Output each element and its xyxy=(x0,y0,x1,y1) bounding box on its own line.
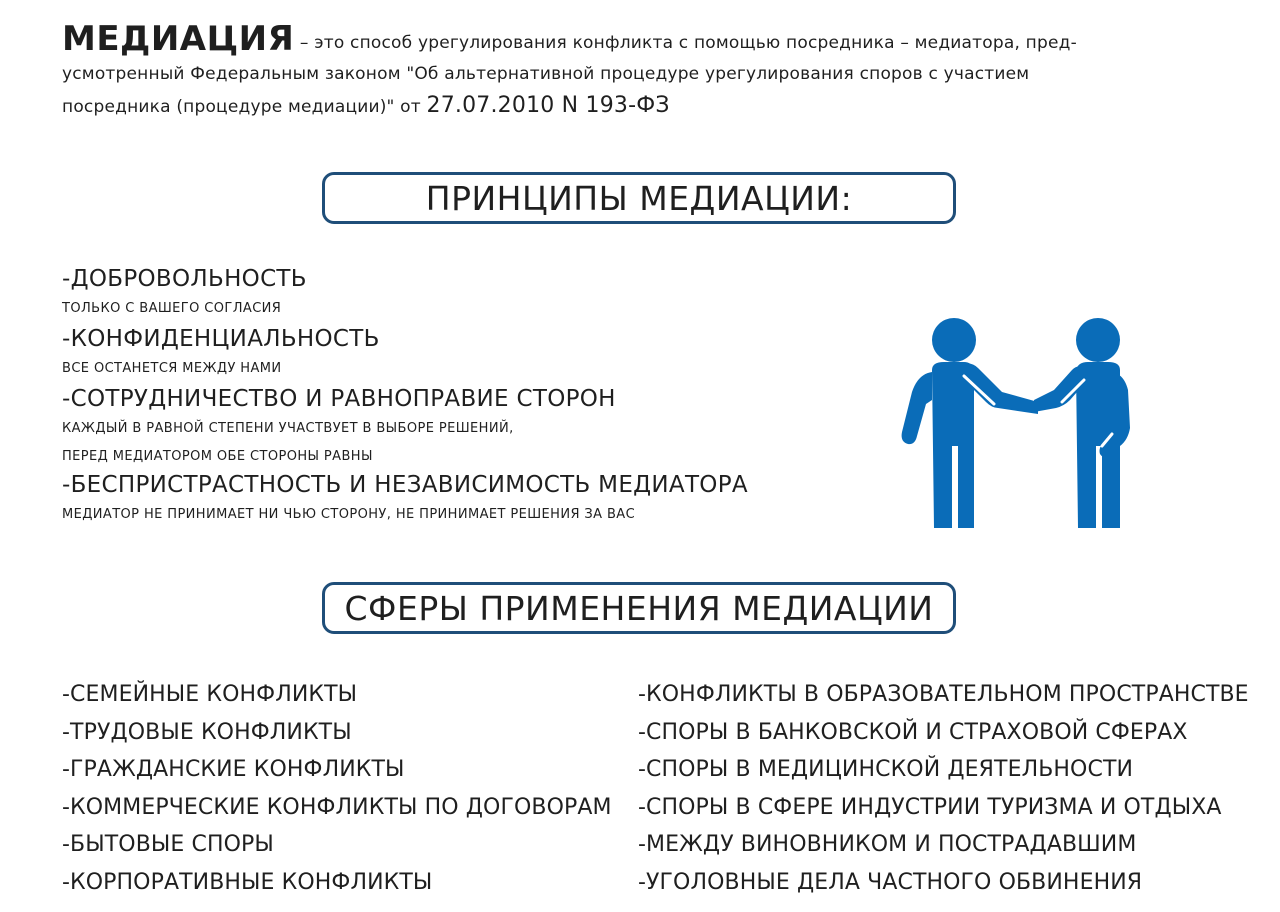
principle-impartiality-desc: МЕДИАТОР НЕ ПРИНИМАЕТ НИ ЧЬЮ СТОРОНУ, НЕ ПРИНИМАЕТ РЕШЕНИЯ ЗА ВАС xyxy=(62,507,636,522)
spheres-right-list xyxy=(638,676,1268,902)
sphere-offender-victim: -МЕЖДУ ВИНОВНИКОМ И ПОСТРАДАВШИМ xyxy=(638,832,1137,858)
left-person-reaching-arm-icon xyxy=(964,364,1038,415)
sphere-commercial: -КОММЕРЧЕСКИЕ КОНФЛИКТЫ ПО ДОГОВОРАМ xyxy=(62,794,612,820)
sphere-education: -КОНФЛИКТЫ В ОБРАЗОВАТЕЛЬНОМ ПРОСТРАНСТВЕ xyxy=(638,682,1249,707)
intro-line-2: усмотренный Федеральным законом "Об альтернативной процедуре урегулирования споров с участием xyxy=(62,64,1030,84)
sphere-banking-insurance: -СПОРЫ В БАНКОВСКОЙ И СТРАХОВОЙ СФЕРАХ xyxy=(638,719,1188,745)
spheres-title: СФЕРЫ ПРИМЕНЕНИЯ МЕДИАЦИИ xyxy=(344,588,934,628)
sphere-corporate: -КОРПОРАТИВНЫЕ КОНФЛИКТЫ xyxy=(62,869,433,895)
left-person-head-icon xyxy=(932,318,976,362)
principle-confidentiality-desc: ВСЕ ОСТАНЕТСЯ МЕЖДУ НАМИ xyxy=(62,361,282,376)
intro-term: МЕДИАЦИЯ xyxy=(62,19,295,59)
principle-impartiality-title: -БЕСПРИСТРАСТНОСТЬ И НЕЗАВИСИМОСТЬ МЕДИАТОРА xyxy=(62,472,748,498)
sphere-civil: -ГРАЖДАНСКИЕ КОНФЛИКТЫ xyxy=(62,757,405,783)
principles-list xyxy=(62,264,842,530)
principles-title: ПРИНЦИПЫ МЕДИАЦИИ: xyxy=(425,178,853,218)
intro-law-number: 27.07.2010 N 193-ФЗ xyxy=(426,93,670,118)
sphere-tourism: -СПОРЫ В СФЕРЕ ИНДУСТРИИ ТУРИЗМА И ОТДЫХА xyxy=(638,794,1222,820)
intro-paragraph xyxy=(62,19,1222,123)
sphere-private-prosecution: -УГОЛОВНЫЕ ДЕЛА ЧАСТНОГО ОБВИНЕНИЯ xyxy=(638,869,1143,895)
principle-cooperation-title: -СОТРУДНИЧЕСТВО И РАВНОПРАВИЕ СТОРОН xyxy=(62,386,616,412)
principle-cooperation-desc-2: ПЕРЕД МЕДИАТОРОМ ОБЕ СТОРОНЫ РАВНЫ xyxy=(62,449,373,464)
spheres-left-list xyxy=(62,676,632,902)
intro-line-3 xyxy=(62,90,1222,123)
principle-voluntariness-title: -ДОБРОВОЛЬНОСТЬ xyxy=(62,266,307,292)
principle-cooperation-desc-1: КАЖДЫЙ В РАВНОЙ СТЕПЕНИ УЧАСТВУЕТ В ВЫБОРЕ РЕШЕНИЙ, xyxy=(62,421,514,436)
principle-voluntariness-desc: ТОЛЬКО С ВАШЕГО СОГЛАСИЯ xyxy=(62,301,282,316)
sphere-medical: -СПОРЫ В МЕДИЦИНСКОЙ ДЕЯТЕЛЬНОСТИ xyxy=(638,757,1134,783)
intro-line-1 xyxy=(62,19,1222,59)
intro-line-1-text: – это способ урегулирования конфликта с помощью посредника – медиатора, пред- xyxy=(294,33,1077,53)
principle-confidentiality-title: -КОНФИДЕНЦИАЛЬНОСТЬ xyxy=(62,326,380,352)
sphere-household: -БЫТОВЫЕ СПОРЫ xyxy=(62,832,274,858)
spheres-title-box xyxy=(322,582,956,634)
left-person-back-arm-icon xyxy=(902,372,932,444)
right-person-head-icon xyxy=(1076,318,1120,362)
principles-title-box xyxy=(322,172,956,224)
handshake-icon xyxy=(898,316,1130,530)
left-person-body-icon xyxy=(932,362,974,528)
intro-line-3-text: посредника (процедуре медиации)" от xyxy=(62,97,427,117)
sphere-family: -СЕМЕЙНЫЕ КОНФЛИКТЫ xyxy=(62,682,358,707)
sphere-labor: -ТРУДОВЫЕ КОНФЛИКТЫ xyxy=(62,719,352,745)
